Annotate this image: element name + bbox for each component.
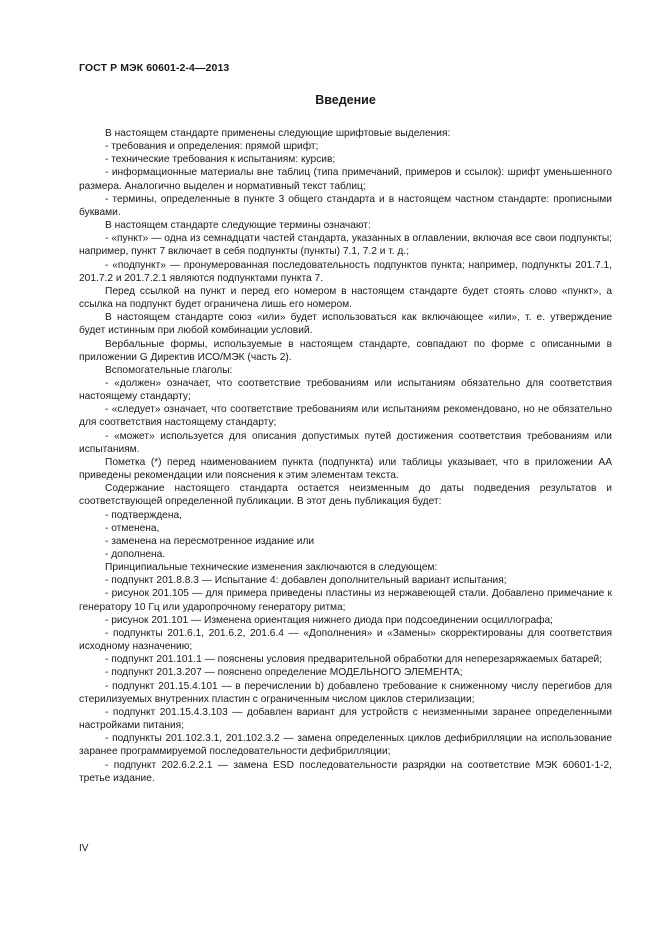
change-item: - подпункт 201.101.1 — пояснены условия предварительной обработки для неперезаряжаемых батарей; <box>105 654 603 666</box>
section-title: Введение <box>315 93 376 107</box>
change-item: - подпункты 201.102.3.1, 201.102.3.2 — замена определенных циклов дефибрилляции на использование заранее программируемой последовательности дефибрилляции; <box>79 733 612 758</box>
change-item: - подпункт 201.8.8.3 — Испытание 4: добавлен дополнительный вариант испытания; <box>105 575 507 587</box>
paragraph: - «может» используется для описания допустимых путей достижения соответствия требованиям или испытаниям. <box>79 430 612 455</box>
list-item: - дополнена. <box>105 549 166 560</box>
document-header: ГОСТ Р МЭК 60601-2-4—2013 <box>79 62 230 74</box>
page-number: IV <box>79 843 89 854</box>
paragraph: - «следует» означает, что соответствие требованиям или испытаниям рекомендовано, но не обязательно для соответствия настоящему стандарту; <box>79 404 612 429</box>
list-item: - подтверждена, <box>105 509 182 521</box>
paragraph: - «пункт» — одна из семнадцати частей стандарта, указанных в оглавлении, включая все свои подпункты; например, пункт 7 включает в себя подпункты (пункты) 7.1, 7.2 и т. д.; <box>79 233 612 258</box>
paragraph: - информационные материалы вне таблиц (типа примечаний, примеров и ссылок): шрифт уменьшенного размера. Аналогично выделен и нормативный текст таблиц; <box>79 167 612 192</box>
paragraph: В настоящем стандарте применены следующие шрифтовые выделения: <box>105 128 451 139</box>
change-item: - рисунок 201.105 — для примера приведены пластины из нержавеющей стали. Добавлено примечание к генератору 10 Гц или ударопрочному генератору ритма; <box>79 588 612 613</box>
list-item: - отменена, <box>105 522 160 534</box>
change-item: - подпункт 201.15.4.101 — в перечислении b) добавлено требование к сниженному числу перегибов для стерилизуемых внутренних пластин с ограниченным числом циклов стерилизации; <box>79 680 612 705</box>
paragraph: Содержание настоящего стандарта остается неизменным до даты подведения результатов и соответствующей определенной публикации. В этот день публикация будет: <box>79 483 612 508</box>
document-body <box>79 127 612 785</box>
change-item: - подпункт 202.6.2.2.1 — замена ESD последовательности разрядки на соответствие МЭК 60601-1-2, третье издание. <box>79 759 612 784</box>
list-item: - заменена на пересмотренное издание или <box>105 535 315 547</box>
paragraph: Пометка (*) перед наименованием пункта (подпункта) или таблицы указывает, что в приложении АА приведены рекомендации или пояснения к этим элементам текста. <box>79 456 612 482</box>
paragraph: - термины, определенные в пункте 3 общего стандарта и в настоящем частном стандарте: прописными буквами. <box>79 193 612 218</box>
paragraph: - «должен» означает, что соответствие требованиям или испытаниям обязательно для соответствия настоящему стандарту; <box>79 377 612 403</box>
change-item: - подпункты 201.6.1, 201.6.2, 201.6.4 — «Дополнения» и «Замены» скорректированы для соответствия исходному назначению; <box>79 627 612 653</box>
change-item: - рисунок 201.101 — Изменена ориентация нижнего диода при подсоединении осциллографа; <box>105 614 553 626</box>
paragraph: - технические требования к испытаниям: курсив; <box>105 154 336 166</box>
change-item: - подпункт 201.3.207 — пояснено определение МОДЕЛЬНОГО ЭЛЕМЕНТА; <box>105 667 463 679</box>
paragraph: Принципиальные технические изменения заключаются в следующем: <box>105 562 438 574</box>
paragraph: В настоящем стандарте следующие термины означают: <box>105 220 371 232</box>
paragraph: Перед ссылкой на пункт и перед его номером в настоящем стандарте будет стоять слово «пункт», а ссылка на подпункт будет ограничена лишь его номером. <box>79 285 612 311</box>
paragraph: - требования и определения: прямой шрифт; <box>105 141 319 153</box>
paragraph: Вспомогательные глаголы: <box>105 364 233 376</box>
paragraph: Вербальные формы, используемые в настоящем стандарте, совпадают по форме с описанными в приложении G Директив ИСО/МЭК (часть 2). <box>79 338 612 363</box>
change-item: - подпункт 201.15.4.3.103 — добавлен вариант для устройств с неизменными заранее определенными настройками питания; <box>79 706 612 732</box>
paragraph: - «подпункт» — пронумерованная последовательность подпунктов пункта; например, подпункты 201.7.1, 201.7.2 и 201.7.2.1 являются подпунктами пункта 7. <box>79 259 612 284</box>
paragraph: В настоящем стандарте союз «или» будет использоваться как включающее «или», т. е. утверждение будет истинным при любой комбинации условий. <box>79 312 612 337</box>
